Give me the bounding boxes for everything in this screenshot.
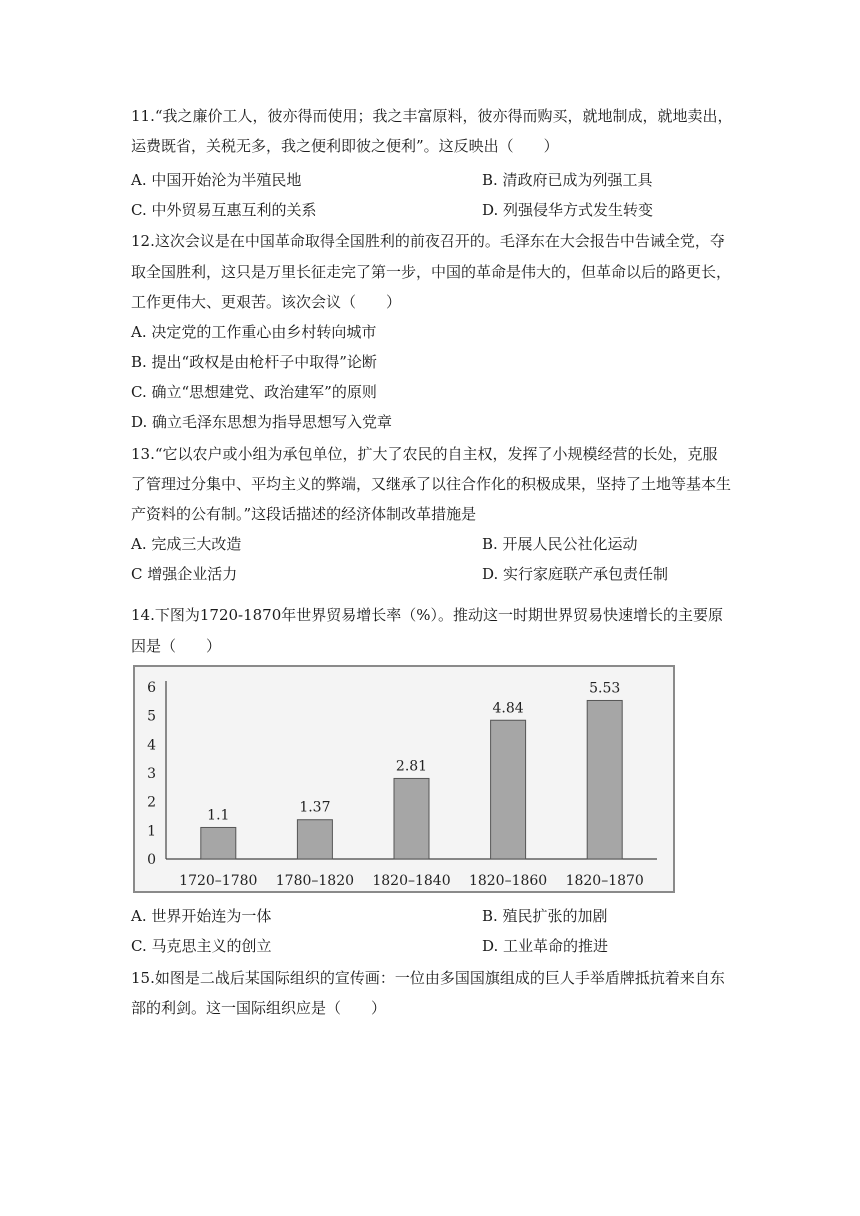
q12-option-b[interactable]: B. 提出“政权是由枪杆子中取得”论断 [131, 353, 377, 371]
q11-option-c[interactable]: C. 中外贸易互惠互利的关系 [131, 201, 317, 219]
q14-option-a[interactable]: A. 世界开始连为一体 [131, 907, 272, 925]
bar [394, 778, 429, 859]
x-category-label: 1820–1840 [372, 873, 451, 889]
bar [491, 720, 526, 859]
x-category-label: 1780–1820 [275, 873, 355, 889]
bar [201, 827, 236, 859]
q12-stem-line-2: 取全国胜利，这只是万里长征走完了第一步，中国的革命是伟大的，但革命以后的路更长， [131, 263, 732, 281]
q13-stem-line-3: 产资料的公有制。”这段话描述的经济体制改革措施是 [131, 505, 477, 523]
q15-stem-line-1: 15.如图是二战后某国际组织的宣传画：一位由多国国旗组成的巨人手举盾牌抵抗着来自东 [131, 969, 725, 987]
x-category-label: 1820–1870 [565, 873, 644, 889]
trade-growth-chart [133, 665, 675, 893]
bar-value-label: 5.53 [589, 680, 621, 697]
bar-value-label: 4.84 [492, 700, 524, 717]
q12-stem-line-3: 工作更伟大、更艰苦。该次会议（ ） [131, 293, 402, 311]
q14-option-d[interactable]: D. 工业革命的推进 [482, 937, 609, 955]
q13-option-a[interactable]: A. 完成三大改造 [131, 535, 242, 553]
y-tick-label: 3 [147, 766, 156, 782]
q11-option-b[interactable]: B. 清政府已成为列强工具 [482, 171, 653, 189]
y-tick-label: 1 [147, 823, 156, 840]
q14-option-b[interactable]: B. 殖民扩张的加剧 [482, 907, 608, 925]
q12-option-c[interactable]: C. 确立“思想建党、政治建军”的原则 [131, 383, 377, 401]
q11-option-a[interactable]: A. 中国开始沦为半殖民地 [131, 171, 302, 189]
q12-option-d[interactable]: D. 确立毛泽东思想为指导思想写入党章 [131, 413, 393, 431]
q14-option-c[interactable]: C. 马克思主义的创立 [131, 937, 272, 955]
bar-value-label: 1.37 [299, 799, 331, 816]
q14-stem-line-2: 因是（ ） [131, 637, 222, 655]
x-category-label: 1820–1860 [468, 873, 548, 889]
bar [297, 820, 332, 859]
q14-stem-line-1: 14.下图为1720-1870年世界贸易增长率（%）。推动这一时期世界贸易快速增长的主要原 [131, 606, 724, 624]
y-tick-label: 6 [147, 680, 156, 696]
q15-stem-line-2: 部的利剑。这一国际组织应是（ ） [131, 999, 387, 1017]
x-category-label: 1720–1780 [179, 873, 258, 889]
q13-stem-line-2: 了管理过分集中、平均主义的弊端，又继承了以往合作化的积极成果，坚持了土地等基本生 [131, 475, 732, 493]
q11-option-d[interactable]: D. 列强侵华方式发生转变 [482, 201, 654, 219]
y-tick-label: 0 [147, 852, 156, 868]
q11-stem-text: 运费既省，关税无多，我之便利即彼之便利” [131, 137, 424, 155]
y-tick-label: 4 [147, 737, 156, 754]
q11-stem-line-1: 11.“我之廉价工人，彼亦得而使用；我之丰富原料，彼亦得而购买，就地制成，就地卖出， [131, 107, 733, 125]
y-tick-label: 5 [147, 708, 156, 725]
bar-value-label: 1.1 [207, 807, 230, 824]
q11-stem-line-2 [131, 136, 559, 156]
q13-option-c[interactable]: C 增强企业活力 [131, 565, 238, 583]
bar-value-label: 2.81 [395, 758, 428, 775]
q12-option-a[interactable]: A. 决定党的工作重心由乡村转向城市 [131, 323, 377, 341]
q13-stem-line-1: 13.“它以农户或小组为承包单位，扩大了农民的自主权，发挥了小规模经营的长处，克服 [131, 445, 718, 463]
bar [587, 700, 622, 859]
q13-option-b[interactable]: B. 开展人民公社化运动 [482, 535, 638, 553]
trade-growth-chart-svg [135, 667, 673, 891]
q12-stem-line-1: 12.这次会议是在中国革命取得全国胜利的前夜召开的。毛泽东在大会报告中告诫全党，夺 [131, 232, 725, 250]
q13-option-d[interactable]: D. 实行家庭联产承包责任制 [482, 565, 669, 583]
q11-stem-end: 。这反映出（ ） [423, 137, 559, 155]
y-tick-label: 2 [147, 794, 156, 811]
